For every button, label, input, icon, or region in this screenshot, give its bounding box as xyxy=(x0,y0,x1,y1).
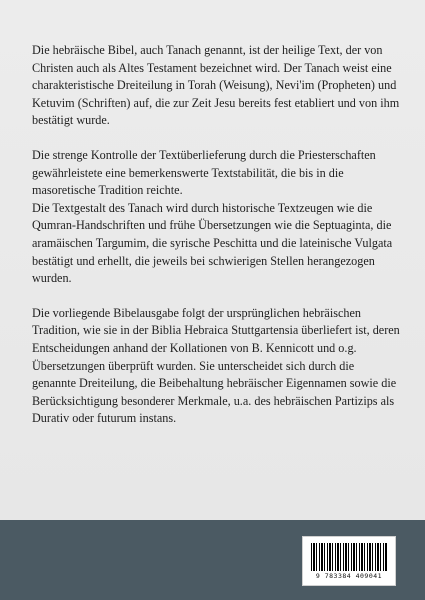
paragraph-edition: Die vorliegende Bibelausgabe folgt der ursprünglichen hebräischen Tradition, wie sie in der Biblia Hebraica Stuttgartensia überliefert ist, deren Entscheidungen anhand der Kollationen von B. Kennicott und o.g. Übersetzungen überprüft wurden. Sie unterscheidet sich durch die genannte Dreiteilung, die Beibehaltung hebräischer Eigennamen sowie die Berücksichtigung besonderer Merkmale, u.a. des hebräischen Partizips als Durativ oder futurum instans. xyxy=(32,305,400,426)
barcode-bars-icon xyxy=(311,543,387,571)
blurb-text xyxy=(32,42,400,428)
paragraph-text-control: Die strenge Kontrolle der Textüberlieferung durch die Priesterschaften gewährleistete eine bemerkenswerte Textstabilität, die bis in die masoretische Tradition reichte. xyxy=(32,147,376,198)
paragraph-gap xyxy=(32,288,400,305)
barcode-digits: 9 783384 409041 xyxy=(315,572,383,580)
paragraph-text-witnesses: Die Textgestalt des Tanach wird durch historische Textzeugen wie die Qumran-Handschriften und frühe Übersetzungen wie die Septuaginta, die aramäischen Targumim, die syrische Peschitta und die lateinische Vulgata bestätigt und erhellt, die jeweils bei schwierigen Stellen herangezogen wurden. xyxy=(32,200,393,286)
paragraph-tanach-intro: Die hebräische Bibel, auch Tanach genannt, ist der heilige Text, der von Christen auch als Altes Testament bezeichnet wird. Der Tanach weist eine charakteristische Dreiteilung in Torah (Weisung), Nevi'im (Propheten) und Ketuvim (Schriften) auf, die zur Zeit Jesu bereits fest etabliert und von ihm bestätigt wurde. xyxy=(32,43,400,128)
paragraph-gap xyxy=(32,130,400,147)
isbn-barcode xyxy=(302,536,396,586)
